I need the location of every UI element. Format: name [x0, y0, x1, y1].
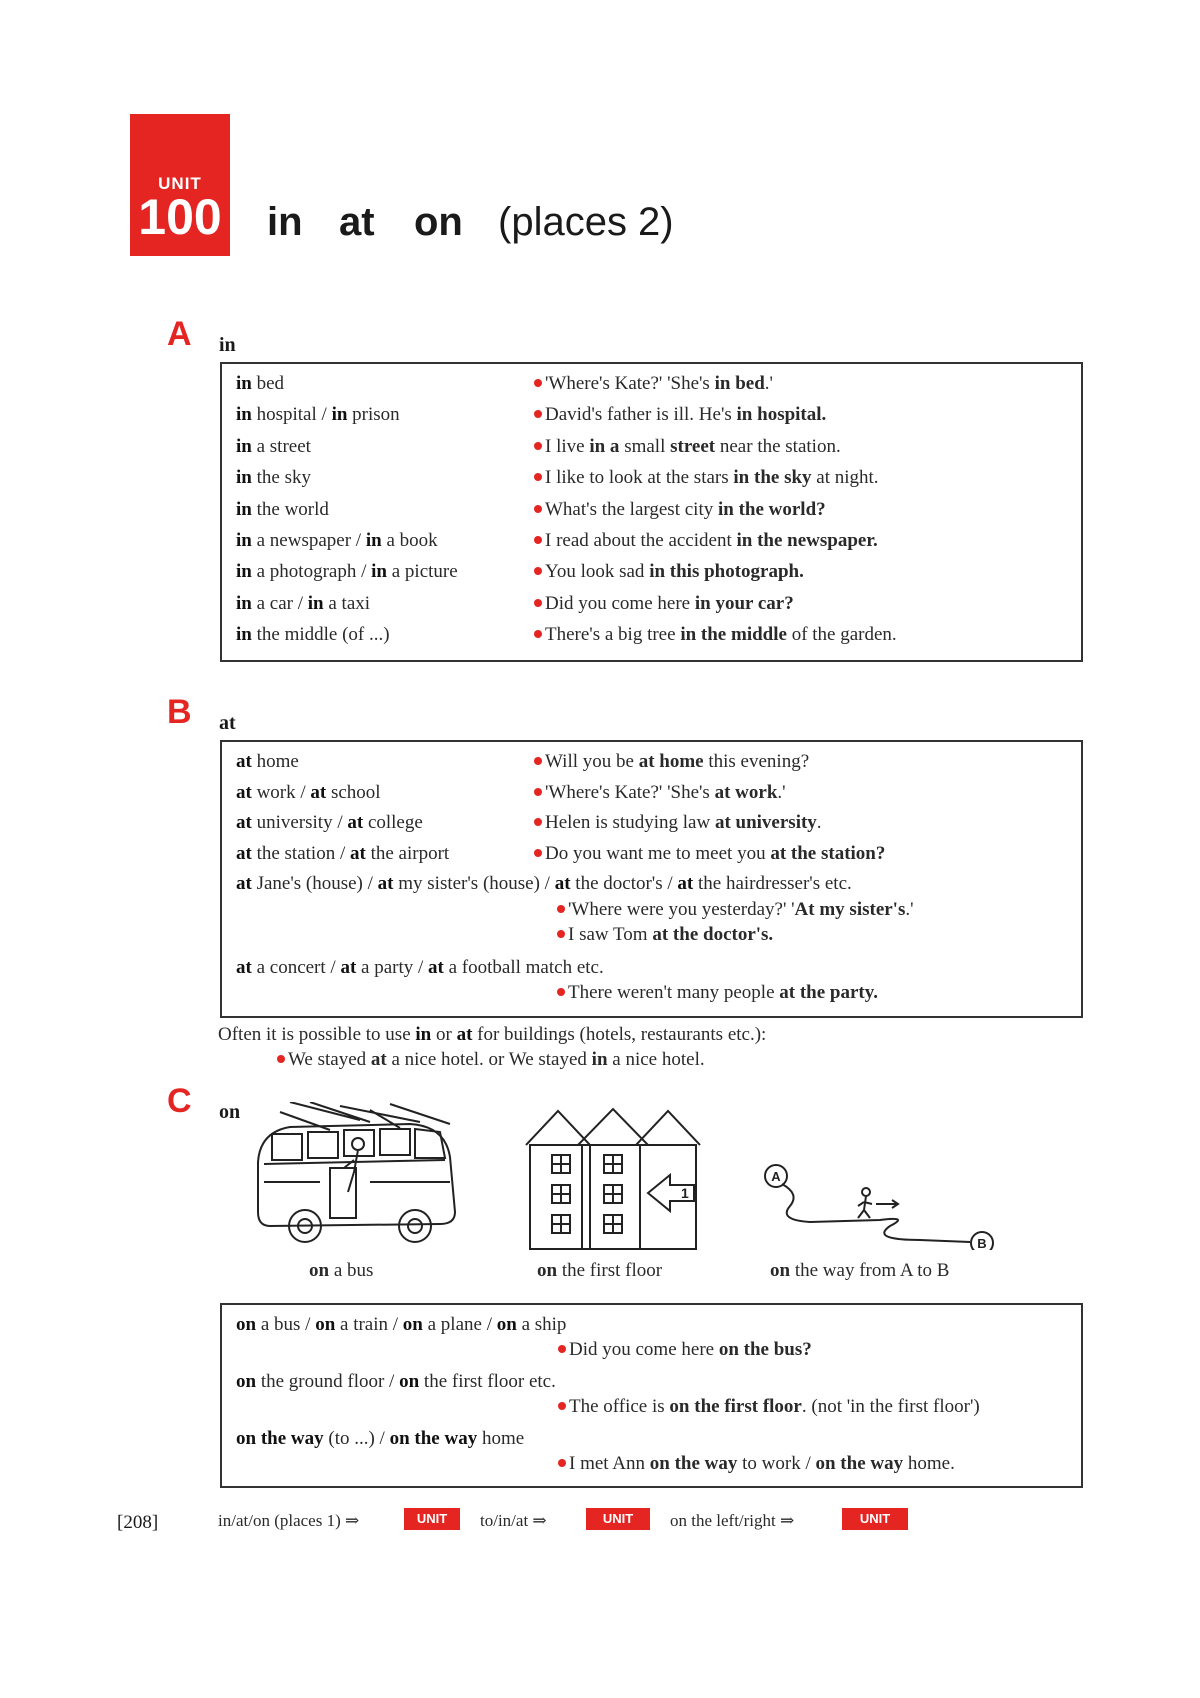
bullet-dot [534, 536, 542, 544]
b-example [534, 811, 822, 835]
bold-text: at [370, 1049, 387, 1070]
bold-text: in [307, 592, 324, 614]
text: Often it is possible to use [218, 1024, 416, 1045]
bold-text: in [365, 530, 382, 551]
text: (to ...) / [323, 1428, 390, 1449]
text: You look sad [545, 561, 650, 583]
text: I read about the accident [545, 530, 737, 551]
bold-text: at [310, 781, 327, 803]
text: I met Ann [569, 1453, 650, 1474]
bold-text: on the first floor [669, 1396, 802, 1417]
text: home. [903, 1453, 955, 1474]
bold-text: at [377, 873, 394, 894]
a-usage [236, 372, 284, 396]
caption-on-the-way [770, 1260, 949, 1282]
point-a-label: A [771, 1169, 781, 1184]
bold-text: in [236, 624, 252, 646]
text: near the station. [715, 435, 841, 457]
a-usage [236, 592, 370, 616]
bold-text: at home [638, 751, 704, 772]
text: home [251, 751, 299, 772]
text: I live [545, 435, 590, 457]
text: What's the largest city [545, 498, 718, 520]
text: the airport [365, 842, 450, 864]
text: or [488, 1049, 505, 1070]
text: a bus [329, 1260, 374, 1281]
title-word-in: in [267, 200, 303, 244]
section-c-letter: C [167, 1082, 192, 1120]
a-example [534, 529, 878, 553]
b-example-bullet [557, 923, 773, 947]
text: Helen is studying law [545, 812, 715, 833]
bold-text: in [236, 467, 252, 489]
text: Will you be [545, 751, 639, 772]
caption-on-a-bus [309, 1260, 373, 1282]
a-example [534, 435, 841, 459]
bold-text: at the party. [779, 982, 878, 1003]
text: 'Where's Kate?' 'She's [545, 373, 715, 394]
text: the world [251, 498, 329, 520]
bold-text: at [428, 957, 444, 978]
b-usage [236, 811, 423, 835]
bold-text: on [236, 1371, 257, 1392]
bullet-dot [534, 473, 542, 481]
b-usage [236, 842, 449, 866]
text: . ( [801, 1396, 818, 1417]
a-example [534, 372, 773, 396]
bold-text: at [236, 842, 252, 864]
text: Do you want me to meet you [545, 842, 771, 864]
text: the station / [251, 842, 350, 864]
unit-number: 100 [138, 189, 222, 245]
a-example [534, 498, 826, 522]
bullet-dot [534, 818, 542, 826]
text: Did you come here [545, 592, 695, 614]
c-example-bullet [558, 1452, 955, 1476]
text: the middle (of ...) [251, 624, 390, 646]
page-title: (places 2) [498, 200, 674, 244]
bold-text: in your car? [694, 592, 794, 614]
b-wide-line-1 [236, 872, 852, 896]
bold-text: on [537, 1260, 558, 1281]
bold-text: in the sky [733, 467, 812, 489]
bold-text: in the world? [717, 498, 826, 520]
bold-text: at [349, 842, 366, 864]
text: the ground floor / [256, 1371, 400, 1392]
title-word-on: on [414, 200, 463, 244]
text: a train / [335, 1314, 403, 1335]
text: We stayed [288, 1049, 371, 1070]
text: college [363, 812, 423, 833]
text: prison [347, 404, 400, 426]
a-usage [236, 435, 311, 459]
b-usage [236, 781, 381, 805]
bullet-dot [277, 1055, 285, 1063]
bold-text: At my sister's [794, 899, 906, 920]
bold-text: in [331, 404, 348, 426]
text: the first floor [419, 1371, 529, 1392]
text: the sky [251, 467, 311, 489]
a-example [534, 623, 897, 647]
bullet-dot [558, 1459, 566, 1467]
text: a taxi [323, 592, 371, 614]
unit-99-link[interactable]: UNIT 99 [404, 1508, 460, 1530]
text: etc. [528, 1371, 556, 1392]
bold-text: at [340, 957, 357, 978]
c-usage-line [236, 1427, 524, 1451]
bold-text: on [236, 1314, 257, 1335]
bold-text: in [415, 1024, 432, 1045]
bullet-dot [534, 630, 542, 638]
footer-ref-text: in/at/on (places 1) ⇒ [218, 1511, 360, 1530]
b-example [534, 842, 885, 866]
bold-text: at work [714, 781, 778, 803]
a-usage [236, 560, 458, 584]
bold-text: at [554, 873, 571, 894]
caption-on-the-first-floor [537, 1260, 662, 1282]
text: a car / [251, 592, 308, 614]
c-usage-line [236, 1313, 566, 1337]
bold-text: in bed [714, 373, 765, 394]
a-example [534, 560, 804, 584]
bold-text: in [236, 435, 252, 457]
text: not [817, 1396, 842, 1417]
text: university / [251, 812, 348, 833]
text: a party / [356, 957, 429, 978]
text: the hairdresser's [693, 873, 825, 894]
bold-text: on the way [649, 1453, 738, 1474]
text: a ship [516, 1314, 567, 1335]
bullet-dot [534, 410, 542, 418]
text: I like to look at the stars [545, 467, 734, 489]
text: a picture [386, 561, 458, 583]
bold-text: in [236, 498, 252, 520]
text: etc. [576, 957, 604, 978]
text: small [619, 435, 671, 457]
bold-text: on [496, 1314, 517, 1335]
unit-101-link[interactable]: UNIT 101 [586, 1508, 650, 1530]
text: bed [251, 373, 285, 394]
bold-text: at [236, 873, 252, 894]
text: the doctor's / [570, 873, 678, 894]
bullet-dot [558, 1345, 566, 1353]
b-example [534, 750, 809, 774]
text: .' [905, 899, 914, 920]
bullet-dot [534, 442, 542, 450]
text: school [326, 781, 381, 803]
unit-label: UNIT [158, 174, 202, 193]
bold-text: in this photograph. [649, 561, 804, 583]
bus-illustration [250, 1102, 460, 1252]
point-b-label: B [977, 1236, 987, 1250]
text: the first floor [557, 1260, 663, 1281]
bold-text: at [456, 1024, 473, 1045]
bullet-dot [534, 505, 542, 513]
bullet-dot [534, 599, 542, 607]
text: etc. [727, 1024, 755, 1045]
bold-text: in [591, 1049, 608, 1070]
bold-text: at university [714, 812, 817, 833]
unit-badge [130, 114, 230, 256]
b-example [534, 781, 786, 805]
a-usage [236, 623, 390, 647]
bold-text: in the newspaper. [736, 530, 878, 551]
b-note-example [277, 1048, 705, 1072]
page-number: [208] [117, 1512, 159, 1533]
text: a bus / [256, 1314, 316, 1335]
a-usage [236, 403, 400, 427]
text: We stayed [504, 1049, 592, 1070]
a-example [534, 466, 879, 490]
bold-text: at [347, 812, 364, 833]
section-a-box [220, 362, 1083, 662]
text: a photograph / [251, 561, 372, 583]
bold-text: on [315, 1314, 336, 1335]
b-wide-line-2 [236, 956, 604, 980]
section-a-word: in [219, 334, 236, 356]
text: to work / [737, 1453, 816, 1474]
b-example-bullet [557, 898, 914, 922]
bullet-dot [534, 849, 542, 857]
text: hospital / [251, 404, 332, 426]
bold-text: in [236, 561, 252, 583]
path-illustration [760, 1160, 1000, 1250]
c-example-bullet [558, 1395, 980, 1419]
a-example [534, 403, 826, 427]
b-example-bullet [557, 981, 878, 1005]
section-a-letter: A [167, 315, 192, 353]
text: a nice hotel. [607, 1049, 705, 1070]
text: Did you come here [569, 1339, 719, 1360]
bullet-dot [557, 988, 565, 996]
bold-text: at [236, 781, 252, 803]
text: 'Where were you yesterday?' ' [568, 899, 795, 920]
c-example-bullet [558, 1338, 812, 1362]
text: home [477, 1428, 525, 1449]
footer-ref-text: on the left/right ⇒ [670, 1511, 795, 1530]
text: a football match [443, 957, 577, 978]
text: a newspaper / [251, 530, 366, 551]
bold-text: at the doctor's. [652, 924, 774, 945]
section-b-letter: B [167, 693, 192, 731]
text: 'in the first floor') [841, 1396, 980, 1417]
bold-text: on the way [815, 1453, 904, 1474]
text: .' [764, 373, 773, 394]
c-usage-line [236, 1370, 556, 1394]
bold-text: in [236, 404, 252, 426]
bold-text: at the station? [770, 842, 886, 864]
text: . [816, 812, 822, 833]
bold-text: in [236, 373, 252, 394]
text: David's father is ill. He's [545, 404, 737, 426]
text: ): [754, 1024, 767, 1045]
text: a book [381, 530, 438, 551]
a-usage [236, 529, 438, 553]
bullet-dot [534, 379, 542, 387]
text: a nice hotel. [386, 1049, 489, 1070]
bold-text: at [236, 957, 252, 978]
text: The office is [569, 1396, 670, 1417]
bullet-dot [557, 930, 565, 938]
section-c-word: on [219, 1101, 241, 1123]
bold-text: in the middle [680, 624, 787, 646]
text: or [431, 1024, 457, 1045]
bullet-dot [558, 1402, 566, 1410]
bold-text: at [236, 751, 252, 772]
bullet-dot [534, 788, 542, 796]
text: a street [251, 435, 311, 457]
text: There's a big tree [545, 624, 681, 646]
a-usage [236, 498, 329, 522]
a-usage [236, 466, 311, 490]
bold-text: on the way [236, 1428, 324, 1449]
a-example [534, 592, 794, 616]
text: Jane's (house) / [251, 873, 378, 894]
text: at night. [811, 467, 879, 489]
text: my sister's (house) / [393, 873, 555, 894]
text: for buildings (hotels, restaurants [472, 1024, 728, 1045]
bullet-dot [534, 567, 542, 575]
bold-text: on [402, 1314, 423, 1335]
title-word-at: at [339, 200, 375, 244]
floor-number-label: 1 [681, 1185, 689, 1201]
bullet-dot [557, 905, 565, 913]
bold-text: on [309, 1260, 330, 1281]
b-usage [236, 750, 299, 774]
text: work / [251, 781, 311, 803]
text: .' [777, 781, 786, 803]
bold-text: on [399, 1371, 420, 1392]
text: I saw Tom [568, 924, 653, 945]
building-illustration [518, 1105, 708, 1251]
b-note [218, 1023, 766, 1047]
section-b-box [220, 740, 1083, 1018]
text: a plane / [422, 1314, 497, 1335]
bold-text: in a [589, 435, 620, 457]
footer-ref-text: to/in/at ⇒ [480, 1511, 547, 1530]
text: of the garden. [786, 624, 897, 646]
text: 'Where's Kate?' 'She's [545, 781, 715, 803]
section-c-box [220, 1303, 1083, 1488]
bold-text: on the way [389, 1428, 478, 1449]
bold-text: in hospital. [736, 404, 827, 426]
section-b-word: at [219, 712, 236, 734]
bold-text: in [236, 530, 252, 551]
bold-text: at [677, 873, 694, 894]
bold-text: in [236, 592, 252, 614]
bold-text: at [236, 812, 252, 833]
text: the way from A to B [790, 1260, 950, 1281]
text: a concert / [251, 957, 341, 978]
bold-text: on the bus? [718, 1339, 812, 1360]
unit-102-link[interactable]: UNIT 102 [842, 1508, 908, 1530]
text: There weren't many people [568, 982, 780, 1003]
bullet-dot [534, 757, 542, 765]
text: this evening? [703, 751, 810, 772]
bold-text: on [770, 1260, 791, 1281]
bold-text: street [670, 435, 716, 457]
text: etc. [824, 873, 852, 894]
bold-text: in [371, 561, 387, 583]
